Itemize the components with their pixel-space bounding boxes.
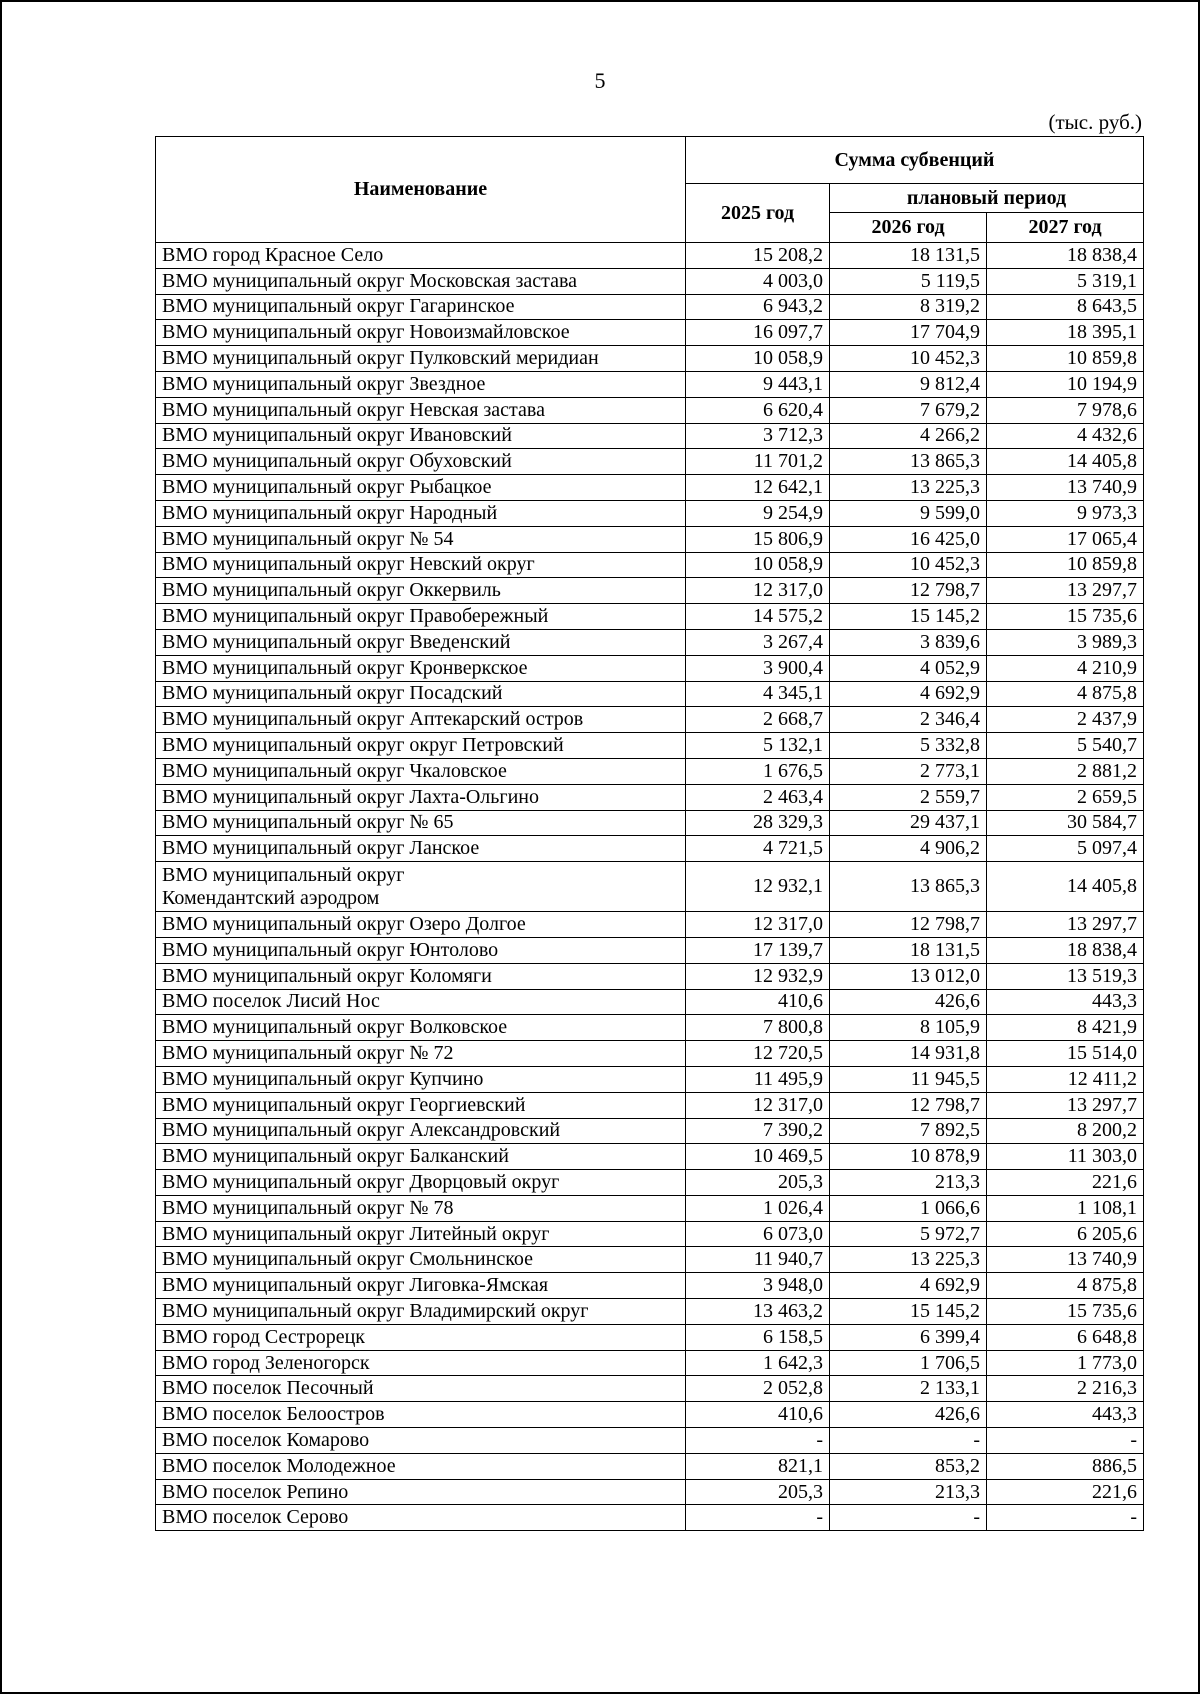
cell-y2026: 10 878,9 xyxy=(830,1144,987,1170)
cell-y2026: 8 319,2 xyxy=(830,294,987,320)
table-row xyxy=(156,810,1144,836)
cell-y2025: 10 058,9 xyxy=(686,552,830,578)
cell-y2027: 13 740,9 xyxy=(987,1247,1144,1273)
header-sum: Сумма субвенций xyxy=(686,137,1144,184)
table-row xyxy=(156,1299,1144,1325)
table-row xyxy=(156,733,1144,759)
cell-y2027: 15 514,0 xyxy=(987,1041,1144,1067)
table-row xyxy=(156,1015,1144,1041)
cell-name-line1: ВМО муниципальный округ xyxy=(162,863,405,886)
table-row xyxy=(156,784,1144,810)
cell-y2025: 10 469,5 xyxy=(686,1144,830,1170)
cell-y2025: 7 800,8 xyxy=(686,1015,830,1041)
cell-y2026: 9 599,0 xyxy=(830,500,987,526)
table-row xyxy=(156,1144,1144,1170)
cell-y2025: 15 806,9 xyxy=(686,526,830,552)
cell-y2027: 6 648,8 xyxy=(987,1324,1144,1350)
cell-y2025: 2 463,4 xyxy=(686,784,830,810)
cell-y2025: 205,3 xyxy=(686,1479,830,1505)
cell-y2027: 13 297,7 xyxy=(987,1092,1144,1118)
cell-name: ВМО муниципальный округ Московская застава xyxy=(156,268,686,294)
cell-name: ВМО муниципальный округ № 78 xyxy=(156,1195,686,1221)
table-row xyxy=(156,862,1144,912)
cell-y2027: 18 838,4 xyxy=(987,937,1144,963)
cell-y2026: 10 452,3 xyxy=(830,346,987,372)
table-row xyxy=(156,912,1144,938)
table-row xyxy=(156,1170,1144,1196)
table-row xyxy=(156,707,1144,733)
cell-y2025: - xyxy=(686,1505,830,1531)
cell-name: ВМО поселок Молодежное xyxy=(156,1453,686,1479)
table-row xyxy=(156,243,1144,269)
cell-y2027: 1 108,1 xyxy=(987,1195,1144,1221)
cell-y2025: 6 158,5 xyxy=(686,1324,830,1350)
cell-y2027: 10 859,8 xyxy=(987,552,1144,578)
cell-y2026: 18 131,5 xyxy=(830,243,987,269)
cell-y2027: 18 395,1 xyxy=(987,320,1144,346)
cell-y2026: 4 052,9 xyxy=(830,655,987,681)
cell-y2026: 4 692,9 xyxy=(830,681,987,707)
cell-y2027: 13 519,3 xyxy=(987,963,1144,989)
table-row xyxy=(156,1273,1144,1299)
table-row xyxy=(156,320,1144,346)
cell-name: ВМО муниципальный округ Обуховский xyxy=(156,449,686,475)
cell-y2025: 11 495,9 xyxy=(686,1066,830,1092)
cell-y2026: 4 906,2 xyxy=(830,836,987,862)
cell-y2025: 11 701,2 xyxy=(686,449,830,475)
table-row xyxy=(156,500,1144,526)
cell-y2027: 18 838,4 xyxy=(987,243,1144,269)
cell-y2026: 12 798,7 xyxy=(830,912,987,938)
cell-name: ВМО поселок Комарово xyxy=(156,1428,686,1454)
cell-y2026: 426,6 xyxy=(830,1402,987,1428)
cell-y2027: - xyxy=(987,1428,1144,1454)
cell-y2027: 4 875,8 xyxy=(987,1273,1144,1299)
cell-name: ВМО муниципальный округ № 54 xyxy=(156,526,686,552)
cell-y2026: 2 133,1 xyxy=(830,1376,987,1402)
cell-name: ВМО муниципальный округ Владимирский округ xyxy=(156,1299,686,1325)
cell-name: ВМО муниципальный округ Литейный округ xyxy=(156,1221,686,1247)
cell-y2026: 8 105,9 xyxy=(830,1015,987,1041)
cell-y2027: - xyxy=(987,1505,1144,1531)
units-note: (тыс. руб.) xyxy=(1048,110,1142,134)
cell-y2027: 13 740,9 xyxy=(987,475,1144,501)
cell-name: ВМО поселок Песочный xyxy=(156,1376,686,1402)
cell-name: ВМО муниципальный округ № 65 xyxy=(156,810,686,836)
cell-y2025: 11 940,7 xyxy=(686,1247,830,1273)
cell-name: ВМО муниципальный округ Невская застава xyxy=(156,397,686,423)
cell-y2026: 5 972,7 xyxy=(830,1221,987,1247)
cell-y2025: 12 317,0 xyxy=(686,578,830,604)
table-row xyxy=(156,1066,1144,1092)
cell-y2027: 4 875,8 xyxy=(987,681,1144,707)
table-row xyxy=(156,1479,1144,1505)
cell-y2025: 12 932,1 xyxy=(686,862,830,912)
cell-y2025: 6 073,0 xyxy=(686,1221,830,1247)
table-row xyxy=(156,346,1144,372)
cell-name: ВМО муниципальный округ Посадский xyxy=(156,681,686,707)
cell-y2027: 8 421,9 xyxy=(987,1015,1144,1041)
cell-name: ВМО муниципальный округ Александровский xyxy=(156,1118,686,1144)
cell-y2027: 13 297,7 xyxy=(987,912,1144,938)
cell-y2027: 5 097,4 xyxy=(987,836,1144,862)
cell-y2026: 18 131,5 xyxy=(830,937,987,963)
cell-y2026: 1 066,6 xyxy=(830,1195,987,1221)
cell-y2026: 11 945,5 xyxy=(830,1066,987,1092)
cell-y2026: 426,6 xyxy=(830,989,987,1015)
cell-name: ВМО муниципальный округ Смольнинское xyxy=(156,1247,686,1273)
table-row xyxy=(156,629,1144,655)
cell-name: ВМО муниципальный округ Аптекарский остров xyxy=(156,707,686,733)
cell-y2027: 15 735,6 xyxy=(987,1299,1144,1325)
table-row xyxy=(156,1350,1144,1376)
cell-name: ВМО муниципальный округ Балканский xyxy=(156,1144,686,1170)
table-row xyxy=(156,963,1144,989)
cell-y2025: 821,1 xyxy=(686,1453,830,1479)
cell-y2025: 3 900,4 xyxy=(686,655,830,681)
table-body xyxy=(156,243,1144,1531)
cell-name: ВМО поселок Репино xyxy=(156,1479,686,1505)
cell-y2025: 6 943,2 xyxy=(686,294,830,320)
cell-y2026: - xyxy=(830,1505,987,1531)
cell-y2026: 15 145,2 xyxy=(830,1299,987,1325)
cell-name: ВМО муниципальный округ Новоизмайловское xyxy=(156,320,686,346)
cell-y2025: 14 575,2 xyxy=(686,604,830,630)
table-row xyxy=(156,423,1144,449)
cell-y2027: 14 405,8 xyxy=(987,449,1144,475)
cell-name: ВМО муниципальный округ Правобережный xyxy=(156,604,686,630)
cell-y2026: 9 812,4 xyxy=(830,371,987,397)
cell-y2027: 9 973,3 xyxy=(987,500,1144,526)
cell-y2026: 10 452,3 xyxy=(830,552,987,578)
cell-y2026: 7 892,5 xyxy=(830,1118,987,1144)
cell-y2026: 16 425,0 xyxy=(830,526,987,552)
cell-y2026: 5 332,8 xyxy=(830,733,987,759)
cell-y2025: 1 676,5 xyxy=(686,758,830,784)
cell-name: ВМО муниципальный округ Пулковский меридиан xyxy=(156,346,686,372)
cell-name-line2: Комендантский аэродром xyxy=(162,886,380,909)
cell-y2027: 886,5 xyxy=(987,1453,1144,1479)
cell-name: ВМО муниципальный округ Купчино xyxy=(156,1066,686,1092)
cell-y2026: 5 119,5 xyxy=(830,268,987,294)
cell-y2026: 13 865,3 xyxy=(830,449,987,475)
cell-y2025: 7 390,2 xyxy=(686,1118,830,1144)
cell-name: ВМО муниципальный округ Ланское xyxy=(156,836,686,862)
cell-y2025: 4 345,1 xyxy=(686,681,830,707)
cell-y2026: 12 798,7 xyxy=(830,1092,987,1118)
cell-y2025: 410,6 xyxy=(686,1402,830,1428)
table-row xyxy=(156,1376,1144,1402)
cell-y2027: 4 432,6 xyxy=(987,423,1144,449)
cell-y2026: 213,3 xyxy=(830,1170,987,1196)
table-row xyxy=(156,475,1144,501)
cell-y2025: 2 668,7 xyxy=(686,707,830,733)
cell-y2027: 2 216,3 xyxy=(987,1376,1144,1402)
cell-name: ВМО муниципальный округ Лахта-Ольгино xyxy=(156,784,686,810)
cell-y2027: 5 319,1 xyxy=(987,268,1144,294)
cell-y2027: 10 194,9 xyxy=(987,371,1144,397)
table-row xyxy=(156,1195,1144,1221)
table-row xyxy=(156,655,1144,681)
cell-y2027: 30 584,7 xyxy=(987,810,1144,836)
cell-name: ВМО муниципальный округ Георгиевский xyxy=(156,1092,686,1118)
cell-y2027: 2 659,5 xyxy=(987,784,1144,810)
cell-y2025: - xyxy=(686,1428,830,1454)
table-row xyxy=(156,1428,1144,1454)
cell-y2027: 443,3 xyxy=(987,1402,1144,1428)
cell-y2027: 15 735,6 xyxy=(987,604,1144,630)
cell-y2025: 2 052,8 xyxy=(686,1376,830,1402)
cell-name: ВМО поселок Лисий Нос xyxy=(156,989,686,1015)
table-row xyxy=(156,1453,1144,1479)
cell-name: ВМО город Зеленогорск xyxy=(156,1350,686,1376)
table-row xyxy=(156,294,1144,320)
header-2027: 2027 год xyxy=(987,213,1144,243)
cell-y2026: 13 865,3 xyxy=(830,862,987,912)
cell-y2027: 1 773,0 xyxy=(987,1350,1144,1376)
table-row xyxy=(156,681,1144,707)
cell-y2025: 10 058,9 xyxy=(686,346,830,372)
table-row xyxy=(156,552,1144,578)
page-number: 5 xyxy=(594,68,606,93)
table-row xyxy=(156,758,1144,784)
table-row xyxy=(156,1402,1144,1428)
cell-y2027: 6 205,6 xyxy=(987,1221,1144,1247)
cell-y2025: 12 642,1 xyxy=(686,475,830,501)
cell-y2025: 12 720,5 xyxy=(686,1041,830,1067)
cell-y2026: 13 225,3 xyxy=(830,475,987,501)
cell-y2026: 2 346,4 xyxy=(830,707,987,733)
cell-name: ВМО муниципальный округ Невский округ xyxy=(156,552,686,578)
cell-y2025: 12 317,0 xyxy=(686,1092,830,1118)
cell-y2025: 12 932,9 xyxy=(686,963,830,989)
cell-y2025: 9 254,9 xyxy=(686,500,830,526)
cell-y2025: 3 948,0 xyxy=(686,1273,830,1299)
cell-name: ВМО муниципальный округ № 72 xyxy=(156,1041,686,1067)
cell-name: ВМО муниципальный округ Кронверкское xyxy=(156,655,686,681)
cell-y2025: 16 097,7 xyxy=(686,320,830,346)
cell-name: ВМО муниципальный округ округ Петровский xyxy=(156,733,686,759)
cell-name: ВМО муниципальный округ Чкаловское xyxy=(156,758,686,784)
table-row xyxy=(156,1118,1144,1144)
cell-y2026: 17 704,9 xyxy=(830,320,987,346)
table-header xyxy=(156,137,1144,243)
cell-name: ВМО муниципальный округ Дворцовый округ xyxy=(156,1170,686,1196)
cell-name: ВМО муниципальный округ Введенский xyxy=(156,629,686,655)
header-planned-period: плановый период xyxy=(830,184,1144,213)
cell-y2025: 9 443,1 xyxy=(686,371,830,397)
cell-y2026: 13 225,3 xyxy=(830,1247,987,1273)
header-2026: 2026 год xyxy=(830,213,987,243)
cell-y2026: 29 437,1 xyxy=(830,810,987,836)
cell-y2025: 3 712,3 xyxy=(686,423,830,449)
cell-y2025: 4 721,5 xyxy=(686,836,830,862)
cell-y2027: 3 989,3 xyxy=(987,629,1144,655)
table-row xyxy=(156,397,1144,423)
cell-name: ВМО муниципальный округ Ивановский xyxy=(156,423,686,449)
cell-y2027: 443,3 xyxy=(987,989,1144,1015)
cell-name: ВМО город Красное Село xyxy=(156,243,686,269)
cell-y2025: 17 139,7 xyxy=(686,937,830,963)
cell-name: ВМО город Сестрорецк xyxy=(156,1324,686,1350)
cell-name: ВМО муниципальный округ Волковское xyxy=(156,1015,686,1041)
subventions-table xyxy=(155,136,1144,1531)
cell-y2025: 6 620,4 xyxy=(686,397,830,423)
cell-y2026: 2 773,1 xyxy=(830,758,987,784)
cell-y2026: 2 559,7 xyxy=(830,784,987,810)
table-row xyxy=(156,449,1144,475)
cell-y2027: 5 540,7 xyxy=(987,733,1144,759)
cell-y2027: 2 881,2 xyxy=(987,758,1144,784)
cell-y2025: 4 003,0 xyxy=(686,268,830,294)
cell-name: ВМО муниципальный округ Народный xyxy=(156,500,686,526)
table-row xyxy=(156,1041,1144,1067)
cell-y2026: 15 145,2 xyxy=(830,604,987,630)
cell-y2027: 11 303,0 xyxy=(987,1144,1144,1170)
table-row xyxy=(156,371,1144,397)
cell-y2025: 3 267,4 xyxy=(686,629,830,655)
cell-name: ВМО муниципальный округ Коломяги xyxy=(156,963,686,989)
cell-y2026: 4 266,2 xyxy=(830,423,987,449)
cell-y2026: 853,2 xyxy=(830,1453,987,1479)
header-name: Наименование xyxy=(156,137,686,243)
table-row xyxy=(156,1324,1144,1350)
table-row xyxy=(156,1505,1144,1531)
table-row xyxy=(156,1221,1144,1247)
cell-y2025: 205,3 xyxy=(686,1170,830,1196)
cell-name: ВМО муниципальный округ Лиговка-Ямская xyxy=(156,1273,686,1299)
table-row xyxy=(156,1247,1144,1273)
cell-y2026: - xyxy=(830,1428,987,1454)
table-row xyxy=(156,1092,1144,1118)
cell-name: ВМО муниципальный округ Юнтолово xyxy=(156,937,686,963)
cell-name: ВМО муниципальный округ Гагаринское xyxy=(156,294,686,320)
cell-y2026: 13 012,0 xyxy=(830,963,987,989)
cell-y2026: 14 931,8 xyxy=(830,1041,987,1067)
cell-y2027: 17 065,4 xyxy=(987,526,1144,552)
cell-y2025: 1 026,4 xyxy=(686,1195,830,1221)
cell-y2027: 14 405,8 xyxy=(987,862,1144,912)
cell-y2027: 7 978,6 xyxy=(987,397,1144,423)
table-row xyxy=(156,836,1144,862)
cell-name: ВМО муниципальный округ Звездное xyxy=(156,371,686,397)
cell-y2025: 12 317,0 xyxy=(686,912,830,938)
cell-y2027: 10 859,8 xyxy=(987,346,1144,372)
cell-y2025: 28 329,3 xyxy=(686,810,830,836)
table-row xyxy=(156,526,1144,552)
cell-name: ВМО муниципальный округ Рыбацкое xyxy=(156,475,686,501)
cell-y2025: 1 642,3 xyxy=(686,1350,830,1376)
table-row xyxy=(156,937,1144,963)
table-row xyxy=(156,578,1144,604)
cell-y2026: 4 692,9 xyxy=(830,1273,987,1299)
cell-y2026: 3 839,6 xyxy=(830,629,987,655)
cell-name: ВМО поселок Серово xyxy=(156,1505,686,1531)
cell-name: ВМО муниципальный округ Оккервиль xyxy=(156,578,686,604)
cell-y2027: 12 411,2 xyxy=(987,1066,1144,1092)
cell-y2026: 1 706,5 xyxy=(830,1350,987,1376)
cell-y2027: 8 200,2 xyxy=(987,1118,1144,1144)
cell-name xyxy=(156,862,686,912)
table-row xyxy=(156,989,1144,1015)
cell-y2025: 13 463,2 xyxy=(686,1299,830,1325)
cell-y2027: 221,6 xyxy=(987,1479,1144,1505)
cell-y2027: 4 210,9 xyxy=(987,655,1144,681)
cell-y2025: 410,6 xyxy=(686,989,830,1015)
cell-name: ВМО поселок Белоостров xyxy=(156,1402,686,1428)
cell-y2026: 6 399,4 xyxy=(830,1324,987,1350)
header-2025: 2025 год xyxy=(686,184,830,243)
cell-y2026: 7 679,2 xyxy=(830,397,987,423)
cell-y2025: 15 208,2 xyxy=(686,243,830,269)
cell-y2027: 2 437,9 xyxy=(987,707,1144,733)
cell-y2027: 8 643,5 xyxy=(987,294,1144,320)
cell-name: ВМО муниципальный округ Озеро Долгое xyxy=(156,912,686,938)
table-row xyxy=(156,604,1144,630)
cell-y2027: 13 297,7 xyxy=(987,578,1144,604)
cell-y2027: 221,6 xyxy=(987,1170,1144,1196)
cell-y2026: 213,3 xyxy=(830,1479,987,1505)
cell-y2025: 5 132,1 xyxy=(686,733,830,759)
cell-y2026: 12 798,7 xyxy=(830,578,987,604)
table-row xyxy=(156,268,1144,294)
